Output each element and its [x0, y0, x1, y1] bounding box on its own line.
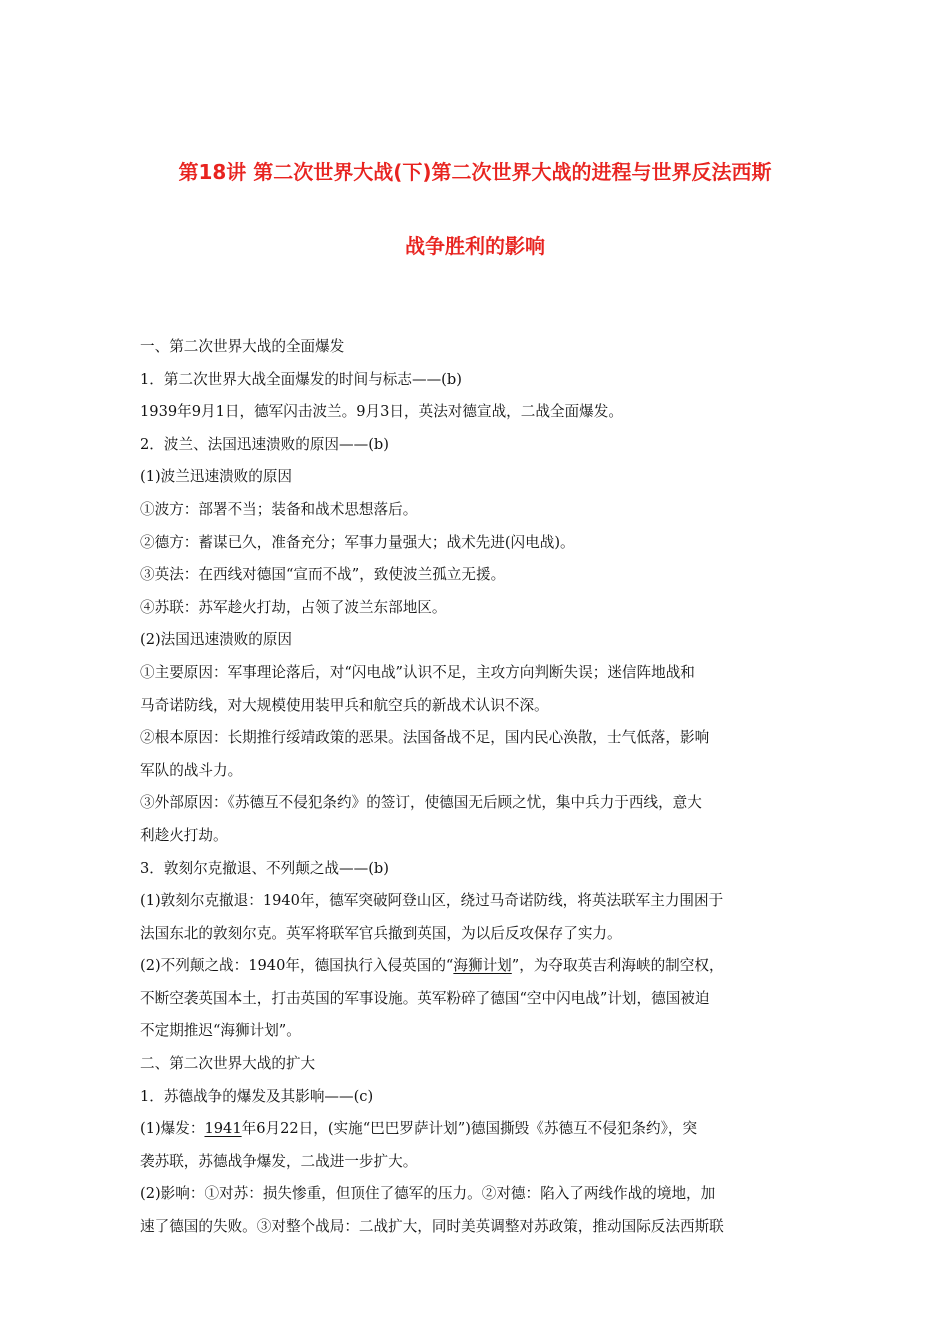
paragraph-line: (1)敦刻尔克撤退：1940年，德军突破阿登山区，绕过马奇诺防线，将英法联军主力围困于 [140, 892, 724, 910]
paragraph-line: 法国东北的敦刻尔克。英军将联军官兵撤到英国，为以后反攻保存了实力。 [140, 924, 622, 942]
paragraph-line: 袭苏联，苏德战争爆发，二战进一步扩大。 [140, 1152, 418, 1170]
paragraph-line: ②根本原因：长期推行绥靖政策的恶果。法国备战不足，国内民心涣散，士气低落，影响 [140, 729, 710, 747]
paragraph-line [140, 950, 812, 983]
underlined-year: 1941 [204, 1120, 242, 1138]
paragraph-line [140, 1113, 812, 1146]
paragraph-line: (2)影响：①对苏：损失惨重，但顶住了德军的压力。②对德：陷入了两线作战的境地，加 [140, 1185, 716, 1203]
paragraph-line: ④苏联：苏军趁火打劫，占领了波兰东部地区。 [140, 598, 447, 616]
text-segment: 年6月22日，(实施“巴巴罗萨计划”)德国撕毁《苏德互不侵犯条约》，突 [241, 1120, 698, 1138]
paragraph-line: 1939年9月1日，德军闪击波兰。9月3日，英法对德宣战，二战全面爆发。 [140, 403, 623, 421]
paragraph-line: ③英法：在西线对德国“宣而不战”，致使波兰孤立无援。 [140, 566, 506, 584]
paragraph-line: ②德方：蓄谋已久，准备充分；军事力量强大；战术先进(闪电战)。 [140, 533, 575, 551]
text-segment: (1)爆发： [140, 1120, 205, 1138]
section-heading: 一、第二次世界大战的全面爆发 [140, 338, 345, 355]
section-heading: 二、第二次世界大战的扩大 [140, 1055, 316, 1073]
text-segment: ”，为夺取英吉利海峡的制空权， [511, 957, 724, 975]
paragraph-line: 利趁火打劫。 [140, 826, 228, 844]
underlined-term: 海狮计划 [453, 957, 512, 975]
document-body [140, 331, 812, 1244]
paragraph-line: ③外部原因：《苏德互不侵犯条约》的签订，使德国无后顾之忧，集中兵力于西线，意大 [140, 794, 702, 812]
subsection-heading: 3．敦刻尔克撤退、不列颠之战——(b) [140, 859, 389, 877]
paragraph-line: 速了德国的失败。③对整个战局：二战扩大，同时美英调整对苏政策，推动国际反法西斯联 [140, 1218, 724, 1236]
paragraph-line: 马奇诺防线，对大规模使用装甲兵和航空兵的新战术认识不深。 [140, 696, 549, 714]
subsection-heading: 1．苏德战争的爆发及其影响——(c) [140, 1087, 374, 1105]
paragraph-line: (1)波兰迅速溃败的原因 [140, 468, 293, 486]
text-segment: (2)不列颠之战：1940年，德国执行入侵英国的“ [140, 957, 454, 975]
paragraph-line: 军队的战斗力。 [140, 761, 243, 779]
paragraph-line: ①主要原因：军事理论落后，对“闪电战”认识不足，主攻方向判断失误；迷信阵地战和 [140, 663, 695, 681]
paragraph-line: 不断空袭英国本土，打击英国的军事设施。英军粉碎了德国“空中闪电战”计划，德国被迫 [140, 989, 710, 1007]
paragraph-line: (2)法国迅速溃败的原因 [140, 631, 293, 649]
document-title-line-2: 战争胜利的影响 [405, 234, 545, 258]
subsection-heading: 2．波兰、法国迅速溃败的原因——(b) [140, 435, 389, 453]
subsection-heading: 1．第二次世界大战全面爆发的时间与标志——(b) [140, 370, 462, 388]
paragraph-line: ①波方：部署不当；装备和战术思想落后。 [140, 500, 418, 518]
paragraph-line: 不定期推迟“海狮计划”。 [140, 1022, 301, 1040]
document-title-line-1: 第18讲 第二次世界大战(下)第二次世界大战的进程与世界反法西斯 [178, 160, 772, 184]
